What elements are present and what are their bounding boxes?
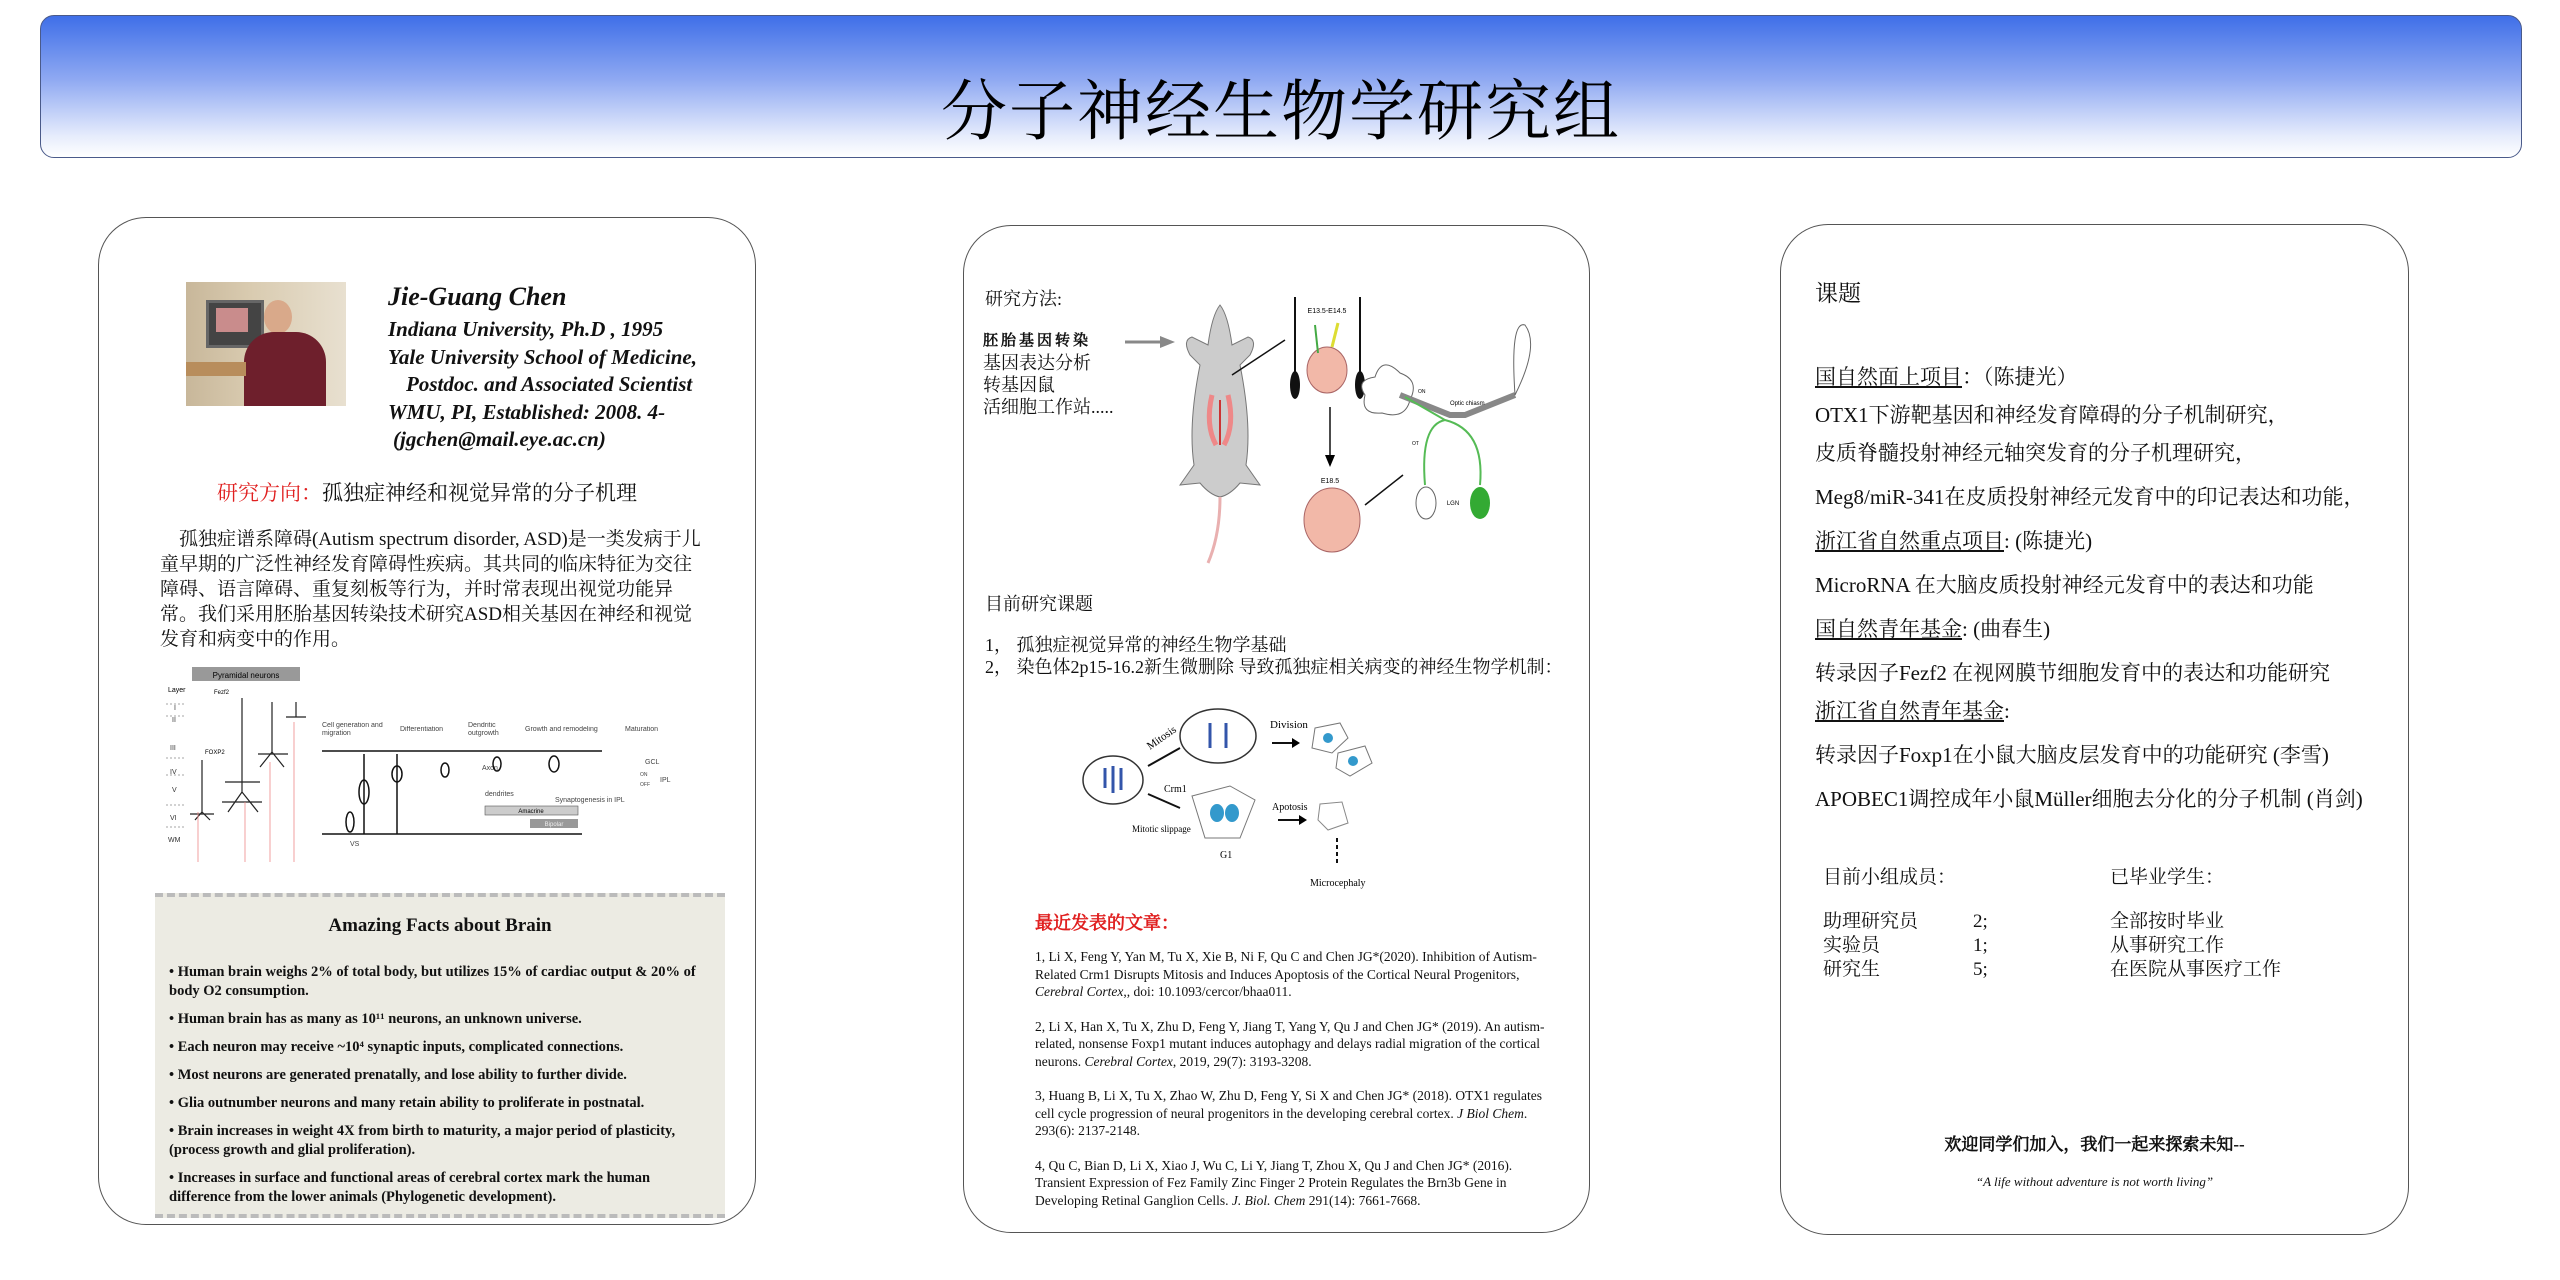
fig-layer: Layer xyxy=(168,687,186,694)
neuron-development-figure xyxy=(150,662,750,867)
fig-label: Bipolar xyxy=(544,822,564,828)
fig-label: G1 xyxy=(1220,850,1233,861)
fig-label: Apotosis xyxy=(1272,802,1308,813)
fig-label: Fezf2 xyxy=(214,690,230,696)
graduates-list xyxy=(2110,910,2281,982)
fig-label: OT xyxy=(1412,441,1419,447)
person-name: Jie-Guang Chen xyxy=(388,282,567,311)
grant-item: 转录因子Foxp1在小鼠大脑皮层发育中的功能研究 (李雪) xyxy=(1815,743,2329,767)
fig-step: Cell generation and migration xyxy=(322,722,383,737)
publication-item[interactable]: 3, Huang B, Li X, Tu X, Zhao W, Zhu D, Feng Y, Si X and Chen JG* (2018). OTX1 regulates cell cycle progression of neural progenitors in the developing cerebral cortex. J Biol Chem. 293(6): 2137-2148. xyxy=(1035,1088,1542,1138)
graduate-item: 全部按时毕业 xyxy=(2110,911,2225,932)
method-item: 活细胞工作站..... xyxy=(983,397,1114,417)
fig-label: GCL xyxy=(645,759,660,766)
facts-list xyxy=(155,937,725,1207)
fact-item: • Human brain has as many as 10¹¹ neurons, an unknown universe. xyxy=(169,1011,582,1027)
fig-header: Pyramidal neurons xyxy=(212,671,280,680)
methods-label: 研究方法: xyxy=(985,289,1063,309)
welcome-text: 欢迎同学们加入，我们一起来探索未知-- xyxy=(1944,1135,2245,1154)
email[interactable]: (jgchen@mail.eye.ac.cn) xyxy=(393,427,606,451)
fact-item: • Most neurons are generated prenatally, and lose ability to further divide. xyxy=(169,1067,627,1083)
fig-label: Mitotic slippage xyxy=(1132,824,1191,834)
layer-label: II xyxy=(172,717,176,724)
publication-item[interactable]: 2, Li X, Han X, Tu X, Zhu D, Feng Y, Jiang T, Yang Y, Qu J and Chen JG* (2019). An autism-related, nonsense Foxp1 mutant induces autophagy and delays radial migration of the cortical neurons. Cerebral Cortex, 2019, 29(7): 3193-3208. xyxy=(1035,1018,1545,1069)
person-bio xyxy=(388,316,697,454)
fig-label: E18.5 xyxy=(1320,478,1340,485)
member-row: 助理研究员 2; xyxy=(1823,911,1988,932)
members-list xyxy=(1823,910,1988,982)
publications-list xyxy=(1035,948,1550,1209)
fig-label: E13.5-E14.5 xyxy=(1307,308,1347,315)
bio-line: Postdoc. and Associated Scientist xyxy=(406,372,693,396)
projects-title: 课题 xyxy=(1815,281,1861,306)
fig-step: Dendritic outgrowth xyxy=(468,722,499,737)
layer-label: III xyxy=(170,745,176,752)
layer-labels xyxy=(168,705,181,844)
fig-label: Division xyxy=(1270,719,1308,731)
grant-item: MicroRNA 在大脑皮质投射神经元发育中的表达和功能 xyxy=(1815,573,2314,597)
fig-step: Maturation xyxy=(625,726,659,733)
methods-list xyxy=(983,330,1114,418)
method-item: 基因表达分析 xyxy=(983,353,1091,373)
fig-label: Axon xyxy=(482,765,498,772)
grant-heading: 国自然青年基金: (曲春生) xyxy=(1815,617,2051,641)
grant-heading: 国自然面上项目：（陈捷光） xyxy=(1815,365,2078,389)
topic-item: 2， 染色体2p15-16.2新生微删除 导致孤独症相关病变的神经生物学机制： xyxy=(985,657,1563,677)
fig-label: ON xyxy=(1418,389,1426,395)
method-item: 转基因鼠 xyxy=(983,375,1055,395)
fig-step: Differentiation xyxy=(400,726,444,733)
graduate-item: 在医院从事医疗工作 xyxy=(2110,959,2282,980)
header-banner xyxy=(40,15,2522,158)
layer-label: V xyxy=(172,787,177,794)
bio-line: WMU, PI, Established: 2008. 4- xyxy=(388,399,666,424)
graduate-item: 从事研究工作 xyxy=(2110,935,2225,956)
fig-label: Amacrine xyxy=(518,809,544,815)
fig-label: dendrites xyxy=(485,791,514,798)
members-label: 目前小组成员： xyxy=(1823,867,1957,888)
grant-heading: 浙江省自然重点项目: (陈捷光) xyxy=(1815,529,2093,553)
grant-item: APOBEC1调控成年小鼠Müller细胞去分化的分子机制 (肖剑) xyxy=(1815,787,2363,811)
grants-list xyxy=(1815,358,2365,818)
grant-item: 转录因子Fezf2 在视网膜节细胞发育中的表达和功能研究 xyxy=(1815,661,2331,685)
topic-item: 1， 孤独症视觉异常的神经生物学基础 xyxy=(985,635,1287,655)
brain-facts-box xyxy=(155,893,725,1218)
layer-label: IV xyxy=(170,769,177,776)
profile-photo xyxy=(186,282,346,406)
direction-text: 孤独症神经和视觉异常的分子机理 xyxy=(322,481,637,505)
fig-label: Crm1 xyxy=(1164,784,1187,795)
quote-text: “A life without adventure is not worth living” xyxy=(1975,1174,2214,1189)
method-item: 胚胎基因转染 xyxy=(983,333,1092,349)
fact-item: • Human brain weighs 2% of total body, but utilizes 15% of cardiac output & 20% of body O2 consumption. xyxy=(169,964,696,999)
member-row: 研究生 5; xyxy=(1823,959,1988,980)
topics-label: 目前研究课题 xyxy=(985,594,1093,614)
fig-label: VS xyxy=(350,841,360,848)
fig-label: IPL xyxy=(660,777,671,784)
member-row: 实验员 1; xyxy=(1823,935,1988,956)
fact-item: • Each neuron may receive ~10⁴ synaptic inputs, complicated connections. xyxy=(169,1039,624,1055)
topics-list xyxy=(985,634,1563,678)
fig-label: FOXP2 xyxy=(205,750,225,756)
grant-item: 皮质脊髓投射神经元轴突发育的分子机理研究， xyxy=(1815,441,2256,465)
fact-item: • Glia outnumber neurons and many retain ability to proliferate in postnatal. xyxy=(169,1095,645,1111)
fig-label: Microcephaly xyxy=(1310,878,1366,889)
direction-label: 研究方向： xyxy=(217,481,322,505)
fig-step: Growth and remodeling xyxy=(525,726,598,733)
fig-label: OFF xyxy=(640,782,650,788)
bio-line: Yale University School of Medicine, xyxy=(388,344,697,369)
layer-label: VI xyxy=(170,815,177,822)
grant-heading: 浙江省自然青年基金: xyxy=(1815,699,2010,723)
publications-label: 最近发表的文章： xyxy=(1035,913,1179,933)
layer-label: WM xyxy=(168,837,181,844)
intro-paragraph: 孤独症谱系障碍(Autism spectrum disorder, ASD)是一类发病于儿童早期的广泛性神经发育障碍性疾病。其共同的临床特征为交往障碍、语言障碍、重复刻板等行为，并时常表现出视觉功能异常。我们采用胚胎基因转染技术研究ASD相关基因在神经和视觉发育和病变中的作用。 xyxy=(160,529,701,650)
graduates-label: 已毕业学生： xyxy=(2110,867,2225,888)
fig-label: ON xyxy=(640,772,648,778)
grant-item: OTX1下游靶基因和神经发育障碍的分子机制研究， xyxy=(1815,403,2289,427)
fig-label: Synaptogenesis in IPL xyxy=(555,797,625,804)
fact-item: • Brain increases in weight 4X from birth to maturity, a major period of plasticity, (process growth and glial proliferation). xyxy=(169,1123,676,1158)
page-title: 分子神经生物学研究组 xyxy=(941,76,1621,149)
fig-label: Mitosis xyxy=(1144,723,1179,753)
grant-item: Meg8/miR-341在皮质投射神经元发育中的印记表达和功能， xyxy=(1815,485,2365,509)
cell-cycle-figure xyxy=(1080,698,1380,898)
research-direction xyxy=(98,477,756,507)
fact-item: • Increases in surface and functional areas of cerebral cortex mark the human difference from the lower animals (Phylogenetic development). xyxy=(169,1170,651,1205)
fig-label: Optic chiasm xyxy=(1450,401,1485,407)
layer-label: I xyxy=(174,705,176,712)
fig-label: LGN xyxy=(1446,501,1460,507)
facts-title: Amazing Facts about Brain xyxy=(328,915,552,936)
bio-line: Indiana University, Ph.D , 1995 xyxy=(388,317,664,341)
publication-item[interactable]: 4, Qu C, Bian D, Li X, Xiao J, Wu C, Li Y, Jiang T, Zhou X, Qu J and Chen JG* (2016). Transient Expression of Fez Family Zinc Finger 2 Protein Regulates the Brn3b Gene in Developing Retinal Ganglion Cells. J. Biol. Chem 291(14): 7661-7668. xyxy=(1035,1157,1513,1208)
electroporation-figure xyxy=(1120,285,1560,575)
publication-item[interactable]: 1, Li X, Feng Y, Yan M, Tu X, Xie B, Ni F, Qu C and Chen JG*(2020). Inhibition of Autism-Related Crm1 Disrupts Mitosis and Induces Apoptosis of the Cortical Neural Progenitors, Cerebral Cortex,, doi: 10.1093/cercor/bhaa011. xyxy=(1035,949,1537,999)
